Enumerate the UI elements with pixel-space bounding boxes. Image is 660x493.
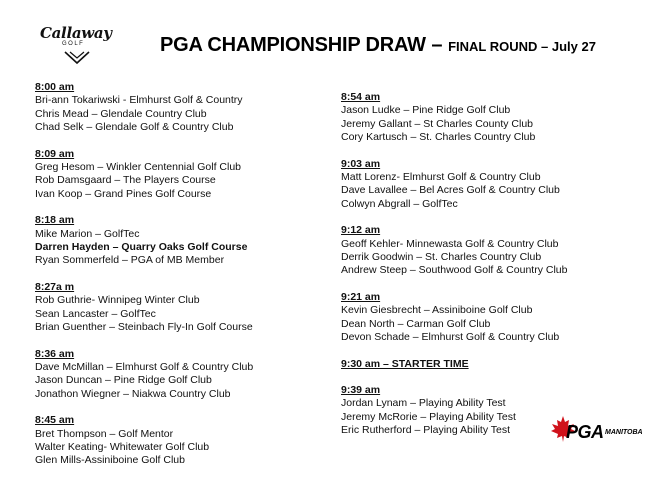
player-entry: Glen Mills-Assiniboine Golf Club [35, 454, 185, 467]
player-entry: Dave McMillan – Elmhurst Golf & Country Club [35, 360, 254, 373]
player-entry: Andrew Steep – Southwood Golf & Country Club [341, 264, 568, 277]
pga-manitoba-logo [548, 412, 648, 448]
player-entry: Jordan Lynam – Playing Ability Test [341, 397, 506, 410]
player-entry: Greg Hesom – Winkler Centennial Golf Club [35, 161, 242, 174]
player-entry: Dave Lavallee – Bel Acres Golf & Country Club [341, 184, 560, 197]
tee-time: 9:21 am [341, 290, 381, 303]
player-entry: Eric Rutherford – Playing Ability Test [341, 424, 511, 437]
tee-group [341, 91, 641, 145]
tee-time: 9:03 am [341, 157, 381, 170]
tee-group [341, 224, 641, 278]
player-entry: Chad Selk – Glendale Golf & Country Club [35, 121, 234, 134]
player-entry: Jeremy McRorie – Playing Ability Test [341, 410, 516, 423]
player-entry: Darren Hayden – Quarry Oaks Golf Course [35, 241, 248, 254]
player-entry: Rob Damsgaard – The Players Course [35, 174, 216, 187]
tee-time: 8:18 am [35, 214, 75, 227]
title-main: PGA CHAMPIONSHIP DRAW [160, 34, 426, 56]
tee-time: 8:36 am [35, 347, 75, 360]
right-column [341, 91, 641, 451]
player-entry: Bret Thompson – Golf Mentor [35, 427, 174, 440]
player-entry: Dean North – Carman Golf Club [341, 317, 491, 330]
player-entry: Bri-ann Tokariwski - Elmhurst Golf & Country [35, 94, 243, 107]
tee-group [35, 348, 325, 402]
player-entry: Devon Schade – Elmhurst Golf & Country Club [341, 331, 560, 344]
player-entry: Jason Ludke – Pine Ridge Golf Club [341, 104, 511, 117]
tee-time: 8:54 am [341, 91, 381, 103]
player-entry: Sean Lancaster – GolfTec [35, 307, 156, 320]
right-tee-groups [341, 91, 641, 345]
callaway-logo [40, 24, 116, 68]
tee-time: 8:00 am [35, 81, 75, 93]
tee-group [35, 414, 325, 468]
player-entry: Derrik Goodwin – St. Charles Country Club [341, 251, 542, 264]
tee-group [341, 158, 641, 212]
pga-region-text: MANITOBA [605, 429, 643, 436]
player-entry: Mike Marion – GolfTec [35, 227, 140, 240]
player-entry: Chris Mead – Glendale Country Club [35, 107, 207, 120]
player-entry: Matt Lorenz- Elmhurst Golf & Country Club [341, 171, 541, 184]
tee-group [341, 291, 641, 345]
tee-time: 8:45 am [35, 414, 75, 427]
title-separator: – [425, 34, 449, 56]
callaway-wordmark: Callaway [40, 24, 112, 42]
page-title [160, 34, 596, 57]
left-column [35, 81, 325, 481]
callaway-golf-text: GOLF [62, 41, 85, 47]
tee-time: 8:27a m [35, 280, 75, 293]
player-entry: Jonathon Wiegner – Niakwa Country Club [35, 387, 231, 400]
player-entry: Walter Keating- Whitewater Golf Club [35, 440, 210, 453]
player-entry: Jason Duncan – Pine Ridge Golf Club [35, 374, 212, 387]
player-entry: Rob Guthrie- Winnipeg Winter Club [35, 294, 200, 307]
tee-group [35, 81, 325, 135]
title-subtitle: FINAL ROUND – July 27 [448, 39, 596, 54]
tee-time: 9:39 am [341, 383, 381, 396]
player-entry: Cory Kartusch – St. Charles Country Club [341, 131, 536, 144]
player-entry: Geoff Kehler- Minnewasta Golf & Country Club [341, 237, 559, 250]
starter-time: 9:30 am – STARTER TIME [341, 357, 469, 370]
player-entry: Ryan Sommerfeld – PGA of MB Member [35, 254, 225, 267]
player-entry: Brian Guenther – Steinbach Fly-In Golf Course [35, 321, 253, 334]
player-entry: Kevin Giesbrecht – Assiniboine Golf Club [341, 304, 533, 317]
tee-group [35, 281, 325, 335]
player-entry: Ivan Koop – Grand Pines Golf Course [35, 187, 212, 200]
tee-group [35, 148, 325, 202]
player-entry: Jeremy Gallant – St Charles County Club [341, 117, 533, 130]
tee-group [35, 214, 325, 268]
chevron-logo-icon [62, 49, 92, 65]
player-entry: Colwyn Abgrall – GolfTec [341, 197, 458, 210]
tee-time: 9:12 am [341, 224, 381, 237]
tee-time: 8:09 am [35, 147, 75, 160]
pga-wordmark: PGA [566, 422, 604, 442]
